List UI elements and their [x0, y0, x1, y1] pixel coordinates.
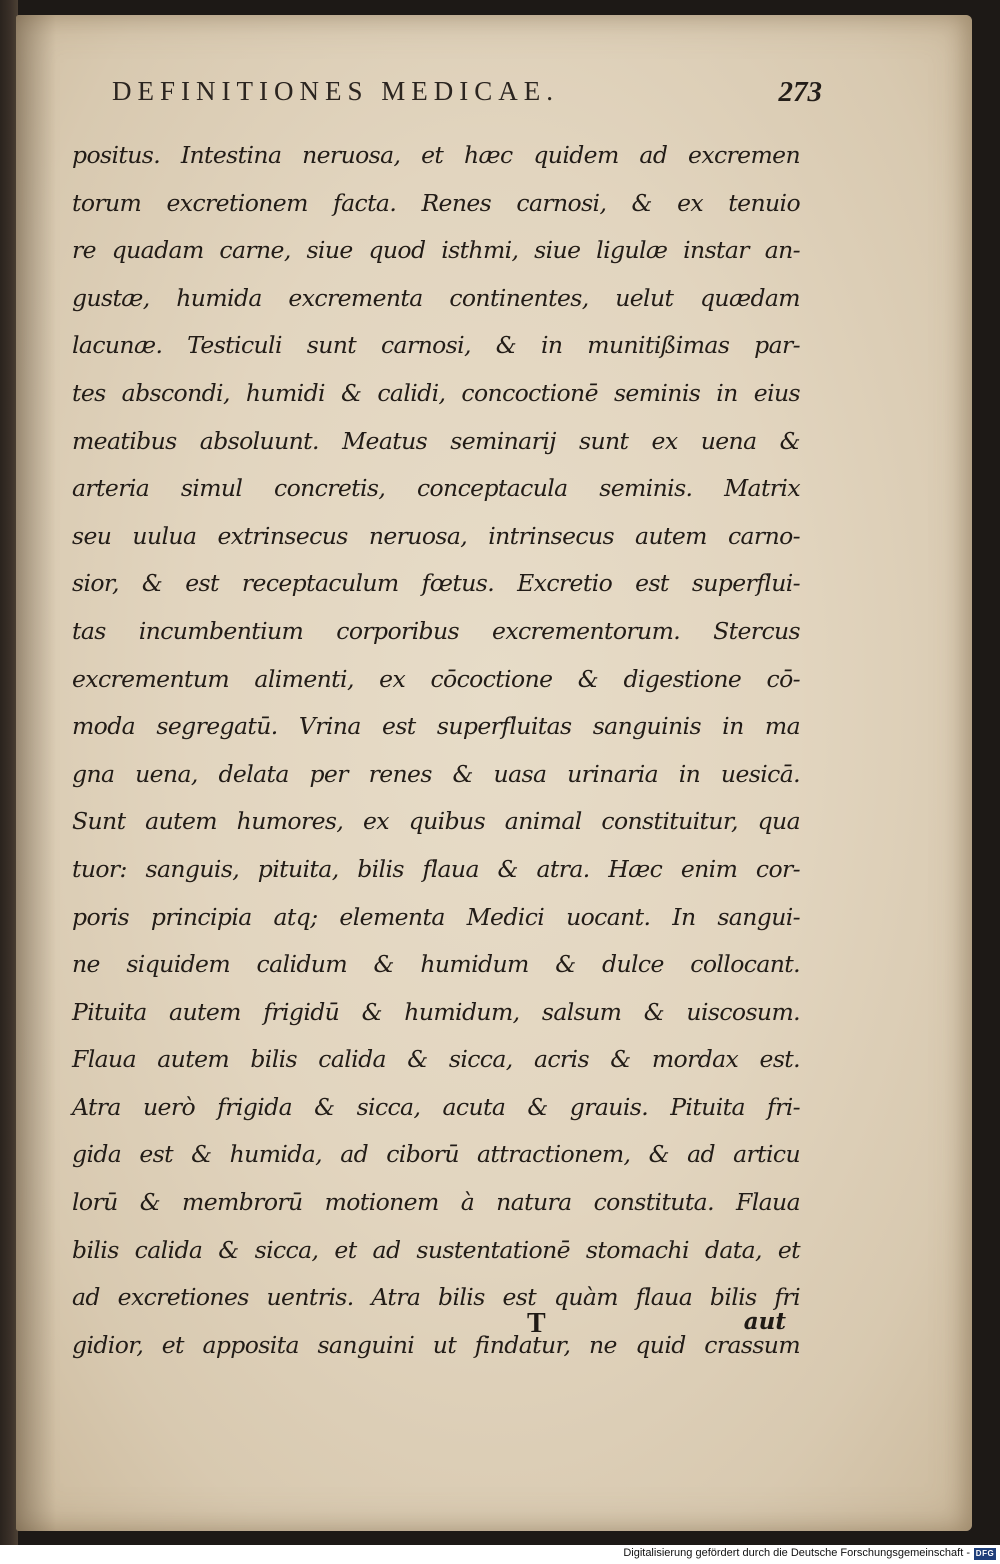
- text-line: bilis calida & sicca, et ad sustentationē stomachi data, et: [72, 1235, 800, 1264]
- text-line: Atra uerò frigida & sicca, acuta & grauis. Pituita fri-: [72, 1092, 800, 1121]
- text-line: positus. Intestina neruosa, et hæc quidem ad excremen: [72, 141, 800, 169]
- text-line: excrementum alimenti, ex cōcoctione & digestione cō-: [72, 664, 800, 693]
- text-line: Pituita autem frigidū & humidum, salsum & uiscosum.: [72, 997, 800, 1026]
- text-line: arteria simul concretis, conceptacula seminis. Matrix: [72, 474, 800, 503]
- text-line: poris principia atq; elementa Medici uocant. In sangui-: [72, 902, 800, 931]
- signature-mark: T: [527, 1308, 546, 1339]
- text-line: tes abscondi, humidi & calidi, concoctionē seminis in eius: [72, 378, 800, 407]
- text-line: tuor: sanguis, pituita, bilis flaua & atra. Hæc enim cor-: [72, 854, 800, 883]
- text-line: lacunæ. Testiculi sunt carnosi, & in munitißimas par-: [72, 331, 800, 360]
- text-line: ad excretiones uentris. Atra bilis est quàm flaua bilis fri: [72, 1283, 800, 1312]
- text-line: gida est & humida, ad ciborū attractionem, & ad articu: [72, 1140, 800, 1169]
- text-line: ne siquidem calidum & humidum & dulce collocant.: [72, 950, 800, 979]
- text-line: Sunt autem humores, ex quibus animal constituitur, qua: [72, 807, 800, 836]
- text-line: Flaua autem bilis calida & sicca, acris & mordax est.: [72, 1045, 800, 1074]
- spine-shadow: [16, 15, 56, 1531]
- text-line: meatibus absoluunt. Meatus seminarij sunt ex uena &: [72, 426, 800, 455]
- text-line: lorū & membrorū motionem à natura constituta. Flaua: [72, 1188, 800, 1217]
- text-line: re quadam carne, siue quod isthmi, siue ligulæ instar an-: [72, 236, 800, 265]
- text-line: sior, & est receptaculum fœtus. Excretio est superflui-: [72, 569, 800, 598]
- running-title: DEFINITIONES MEDICAE.: [112, 76, 559, 106]
- text-line: moda segregatū. Vrina est superfluitas sanguinis in ma: [72, 712, 800, 741]
- text-line: seu uulua extrinsecus neruosa, intrinsecus autem carno-: [72, 521, 800, 550]
- running-head: [112, 76, 822, 116]
- text-line: torum excretionem facta. Renes carnosi, & ex tenuio: [72, 188, 800, 217]
- credit-text: Digitalisierung gefördert durch die Deutsche Forschungsgemeinschaft -: [623, 1547, 970, 1559]
- credit-bar: [0, 1545, 1000, 1564]
- text-line: gna uena, delata per renes & uasa urinaria in uesicā.: [72, 759, 800, 788]
- text-line: gustæ, humida excrementa continentes, uelut quædam: [72, 283, 800, 312]
- page-footer: [72, 1308, 800, 1352]
- dfg-logo: DFG: [975, 1549, 995, 1558]
- text-line: tas incumbentium corporibus excrementorum. Stercus: [72, 616, 800, 645]
- catchword: aut: [743, 1308, 786, 1335]
- body-text: [72, 132, 800, 1369]
- page-number: 273: [778, 76, 822, 108]
- text-line: gidior, et apposita sanguini ut findatur, ne quid crassum: [72, 1330, 800, 1359]
